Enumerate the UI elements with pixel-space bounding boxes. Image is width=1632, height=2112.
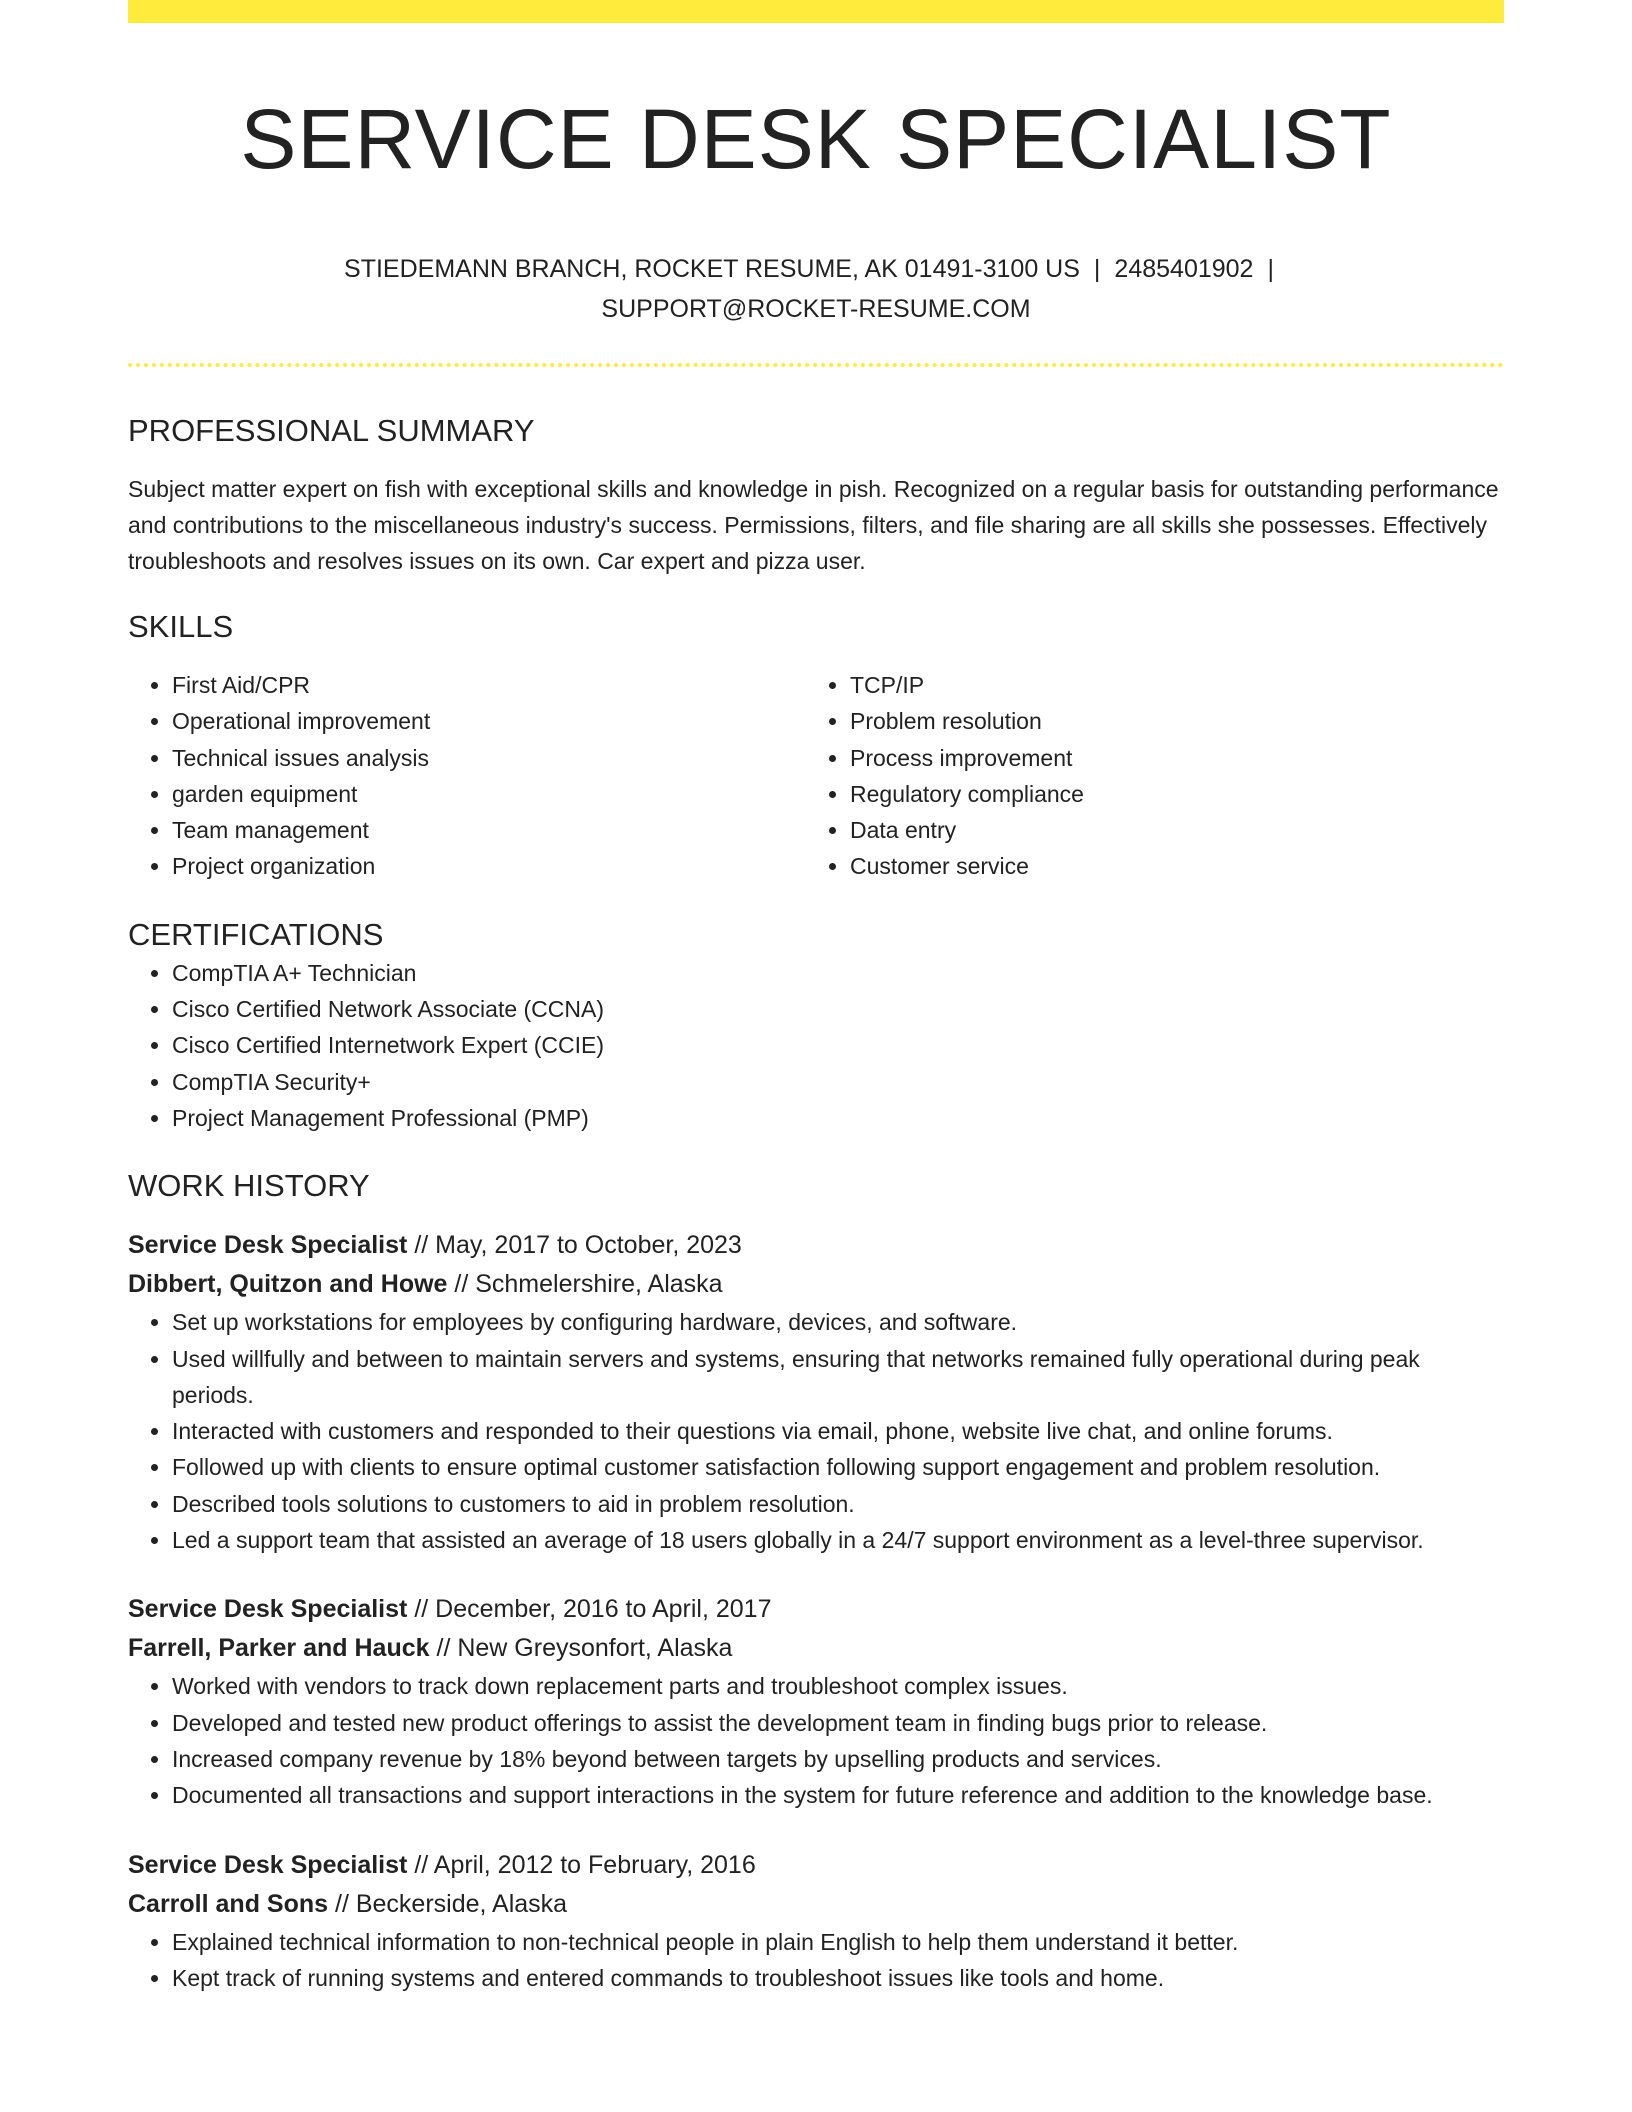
summary-paragraph: Subject matter expert on fish with exceptional skills and knowledge in pish. Recognized on a regular basis for outstanding performance and contributions to the miscellaneous industry's success. Permissions, filters, and file sharing are all skills she possesses. Effectively troubleshoots and resolves issues on its own. Car expert and pizza user. (128, 476, 1499, 574)
dotted-divider (128, 363, 1504, 367)
skill-item: • Technical issues analysis (172, 740, 806, 776)
address-text: STIEDEMANN BRANCH, ROCKET RESUME, AK 01491-3100 US (344, 255, 1080, 283)
skill-item: • Regulatory compliance (850, 776, 1484, 812)
job-location: // Schmelershire, Alaska (454, 1270, 723, 1299)
phone-text: 2485401902 (1114, 255, 1254, 283)
certification-item: • Project Management Professional (PMP) (172, 1100, 1504, 1136)
certifications-heading: CERTIFICATIONS (128, 916, 384, 952)
job-bullet: • Explained technical information to non-technical people in plain English to help them understand it better. (172, 1924, 1504, 1960)
skill-item: • Process improvement (850, 740, 1484, 776)
job-bullet: • Kept track of running systems and entered commands to troubleshoot issues like tools and home. (172, 1960, 1504, 1996)
contact-line-1 (128, 249, 1504, 289)
summary-heading: PROFESSIONAL SUMMARY (128, 413, 535, 448)
job-entry (128, 1226, 1504, 1304)
job-entry (128, 1846, 1504, 1924)
skills-heading: SKILLS (128, 609, 234, 644)
job-dates: // April, 2012 to February, 2016 (414, 1850, 756, 1879)
job-location: // New Greysonfort, Alaska (436, 1634, 733, 1663)
job-entry (128, 1590, 1504, 1668)
job-bullet: • Led a support team that assisted an average of 18 users globally in a 24/7 support environment as a level-three supervisor. (172, 1522, 1504, 1558)
job-role-line (128, 1846, 1504, 1885)
job-role-line (128, 1590, 1504, 1629)
job-dates: // December, 2016 to April, 2017 (414, 1595, 772, 1624)
skill-item: • Team management (172, 812, 806, 848)
skill-item: • Operational improvement (172, 703, 806, 739)
job-bullet: • Followed up with clients to ensure optimal customer satisfaction following support engagement and problem resolution. (172, 1449, 1504, 1485)
skill-item: • Project organization (172, 848, 806, 884)
certification-item: • Cisco Certified Internetwork Expert (CCIE) (172, 1027, 1504, 1063)
skill-item: • First Aid/CPR (172, 667, 806, 703)
job-role: Service Desk Specialist (128, 1850, 408, 1879)
contact-separator: | (1267, 255, 1274, 283)
contact-line-2 (128, 289, 1504, 329)
job-company: Farrell, Parker and Hauck (128, 1634, 430, 1663)
job-company-line (128, 1885, 1504, 1924)
skill-item: • Customer service (850, 848, 1484, 884)
email-link[interactable]: SUPPORT@ROCKET-RESUME.COM (601, 295, 1031, 323)
job-bullet: • Documented all transactions and support interactions in the system for future reference and addition to the knowledge base. (172, 1777, 1504, 1813)
skill-item: • TCP/IP (850, 667, 1484, 703)
job-bullets (128, 1304, 1504, 1558)
certification-item: • CompTIA A+ Technician (172, 955, 1504, 991)
job-bullets (128, 1924, 1504, 1997)
skill-item: • Data entry (850, 812, 1484, 848)
job-bullet: • Worked with vendors to track down replacement parts and troubleshoot complex issues. (172, 1668, 1504, 1704)
contact-info (128, 249, 1504, 329)
job-bullets (128, 1668, 1504, 1813)
job-location: // Beckerside, Alaska (335, 1889, 568, 1918)
skills-column-right (806, 667, 1484, 885)
job-bullet: • Set up workstations for employees by configuring hardware, devices, and software. (172, 1304, 1504, 1340)
resume-name-title: SERVICE DESK SPECIALIST (240, 92, 1392, 186)
job-company-line (128, 1629, 1504, 1668)
skills-list (128, 667, 1504, 885)
contact-separator: | (1093, 255, 1101, 283)
skills-column-left (128, 667, 806, 885)
job-role: Service Desk Specialist (128, 1595, 408, 1624)
job-company-line (128, 1265, 1504, 1304)
job-bullet: • Developed and tested new product offerings to assist the development team in finding bugs prior to release. (172, 1705, 1504, 1741)
skill-item: • garden equipment (172, 776, 806, 812)
certification-item: • Cisco Certified Network Associate (CCNA) (172, 991, 1504, 1027)
job-bullet: • Increased company revenue by 18% beyond between targets by upselling products and services. (172, 1741, 1504, 1777)
job-company: Dibbert, Quitzon and Howe (128, 1270, 448, 1299)
job-role-line (128, 1226, 1504, 1265)
certifications-list (128, 955, 1504, 1136)
job-dates: // May, 2017 to October, 2023 (414, 1231, 742, 1260)
resume-page (128, 0, 1504, 1996)
job-bullet: • Used willfully and between to maintain servers and systems, ensuring that networks remained fully operational during peak periods. (172, 1341, 1504, 1414)
skill-item: • Problem resolution (850, 703, 1484, 739)
accent-top-bar (128, 0, 1504, 23)
job-company: Carroll and Sons (128, 1889, 329, 1918)
job-bullet: • Interacted with customers and responded to their questions via email, phone, website live chat, and online forums. (172, 1413, 1504, 1449)
work-history-heading: WORK HISTORY (128, 1168, 370, 1204)
job-role: Service Desk Specialist (128, 1231, 408, 1260)
job-bullet: • Described tools solutions to customers to aid in problem resolution. (172, 1486, 1504, 1522)
certification-item: • CompTIA Security+ (172, 1064, 1504, 1100)
